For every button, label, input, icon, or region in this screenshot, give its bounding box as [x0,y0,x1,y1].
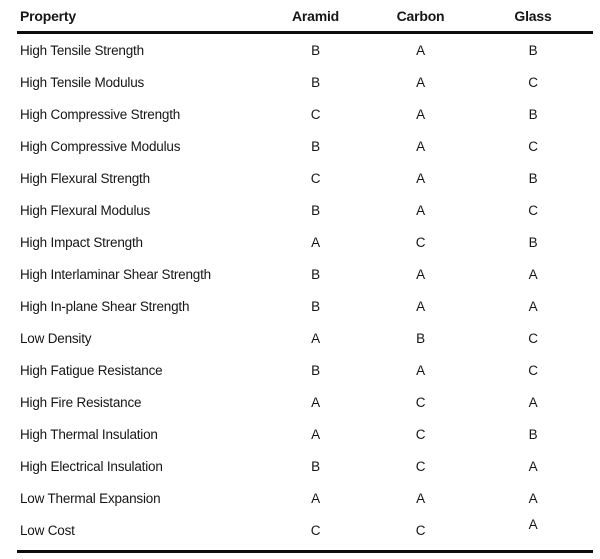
column-header-glass: Glass [514,8,552,24]
table-row [17,98,593,130]
rating-carbon: A [416,490,425,506]
rating-carbon: A [416,106,425,122]
rating-carbon: A [416,42,425,58]
rating-aramid: B [311,266,320,282]
rating-glass: B [528,170,538,186]
rating-aramid: B [311,74,320,90]
rating-carbon: C [415,458,426,474]
table-row [17,482,593,514]
rating-aramid: B [311,298,320,314]
property-label: Low Cost [20,522,75,538]
table-row [17,162,593,194]
table-header-row [17,0,593,34]
rating-glass: C [528,74,538,90]
table-row [17,354,593,386]
property-label: High Electrical Insulation [20,458,163,474]
rating-glass: A [528,298,538,314]
table-row [17,226,593,258]
rating-glass: A [528,516,538,532]
property-label: High Flexural Strength [20,170,150,186]
table-body [17,34,593,546]
rating-aramid: B [311,202,320,218]
column-header-aramid: Aramid [291,8,340,24]
rating-carbon: C [415,522,426,538]
table-row [17,418,593,450]
table-row [17,450,593,482]
property-label: High Flexural Modulus [20,202,151,218]
rating-carbon: A [416,170,425,186]
rating-carbon: A [416,202,425,218]
rating-carbon: C [415,394,426,410]
property-label: High Tensile Modulus [20,74,145,90]
rating-aramid: B [311,362,320,378]
table-row [17,66,593,98]
rating-carbon: B [416,330,425,346]
rating-carbon: A [416,138,425,154]
table-row [17,386,593,418]
rating-glass: A [528,490,538,506]
property-label: High Fatigue Resistance [20,362,163,378]
property-label: High Compressive Strength [20,106,181,122]
rating-glass: A [528,266,538,282]
property-label: High Fire Resistance [20,394,142,410]
property-label: High In-plane Shear Strength [20,298,190,314]
property-label: High Interlaminar Shear Strength [20,266,211,282]
rating-glass: C [528,362,538,378]
rating-aramid: A [311,234,320,250]
table-bottom-rule [17,550,593,553]
rating-glass: A [528,394,538,410]
rating-glass: C [528,138,538,154]
rating-aramid: C [310,106,321,122]
rating-carbon: A [416,362,425,378]
rating-aramid: A [311,426,320,442]
rating-aramid: C [310,170,321,186]
rating-glass: A [528,458,538,474]
table-row [17,258,593,290]
rating-aramid: B [311,458,320,474]
rating-aramid: C [310,522,321,538]
property-label: Low Thermal Expansion [20,490,161,506]
rating-aramid: A [311,330,320,346]
rating-aramid: A [311,394,320,410]
fiber-comparison-table [17,0,593,553]
table-row [17,34,593,66]
table-row [17,130,593,162]
rating-glass: C [528,330,538,346]
rating-carbon: C [415,234,426,250]
rating-aramid: B [311,138,320,154]
rating-glass: B [528,426,538,442]
rating-carbon: A [416,266,425,282]
rating-glass: B [528,42,538,58]
rating-glass: B [528,234,538,250]
column-header-property: Property [20,8,76,24]
table-row [17,290,593,322]
rating-aramid: A [311,490,320,506]
rating-carbon: C [415,426,426,442]
property-label: High Impact Strength [20,234,143,250]
column-header-carbon: Carbon [396,8,445,24]
rating-glass: C [528,202,538,218]
table-row [17,194,593,226]
rating-carbon: A [416,74,425,90]
rating-carbon: A [416,298,425,314]
table-row [17,322,593,354]
property-label: High Compressive Modulus [20,138,181,154]
rating-glass: B [528,106,538,122]
property-label: High Thermal Insulation [20,426,158,442]
rating-aramid: B [311,42,320,58]
table-row [17,514,593,546]
property-label: High Tensile Strength [20,42,144,58]
property-label: Low Density [20,330,92,346]
